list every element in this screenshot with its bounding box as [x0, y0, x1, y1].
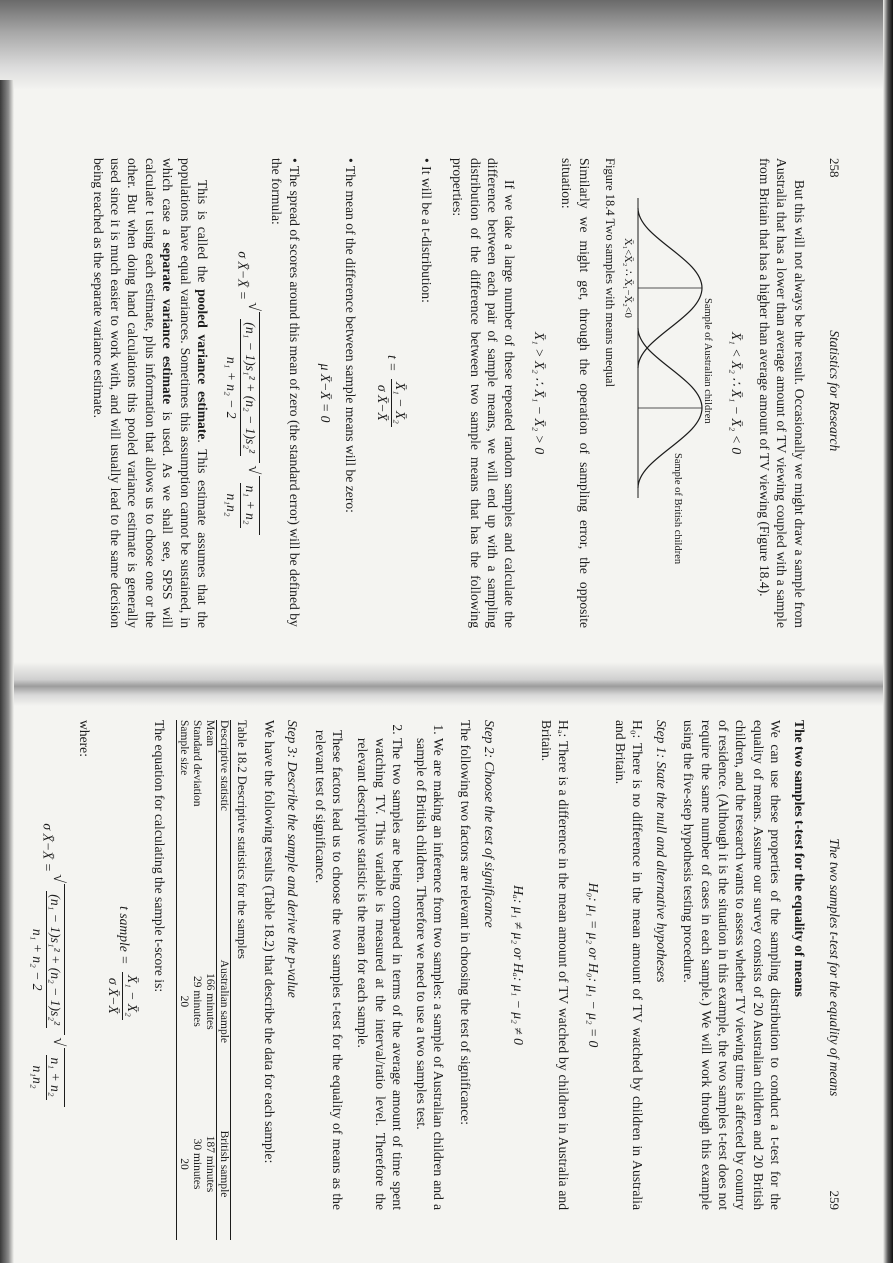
header-british-sample: British sample — [218, 1130, 231, 1198]
cell-british: 30 minutes — [191, 1138, 204, 1190]
t-sample-fraction — [105, 972, 141, 1020]
bullet-spread: • The spread of scores around this mean of zero (the standard error) will be defined by the formula: — [268, 158, 303, 628]
se-sqrt-259-1 — [29, 884, 66, 1035]
cell-british: 20 — [178, 1158, 191, 1170]
t-fraction — [374, 379, 410, 427]
header-descriptive-statistic: Descriptive statistic — [218, 720, 231, 812]
page-number: 258 — [827, 158, 842, 178]
bullet-mean-zero: • The mean of the difference between sample means will be zero: — [342, 158, 359, 628]
running-head-259 — [826, 720, 843, 1210]
separate-term: separate variance estimate — [160, 242, 176, 405]
factor-item-2: 2. The two samples are being compared in terms of the average amount of time spent watching TV. This variable is measured at the interval/ratio level. Therefore the relevant descriptive statistic is the mean for each sample. — [354, 738, 406, 1210]
pooled-text-c: is used. As we shall see, SPSS will calculate t using each estimate, plus information that allows us to choose one or the other. But when doing hand calculations this pooled variance estimate is generally used since it is much easier to work with, and will usually lead to the same decision being reached as the separate variance estimate. — [90, 158, 176, 628]
se-formula — [223, 158, 260, 628]
section-title: The two samples t-test for the equality of means — [791, 720, 807, 997]
pooled-text-a: This is called the — [195, 180, 211, 290]
t-sample-numerator: X̄₁ − X̄₂ — [122, 972, 140, 1020]
section-intro-paragraph: We can use these properties of the sampling distribution to conduct a t-test for the equality of means. Assume our survey consists of 20 Australian children and 20 British children, and the research wants to assess whether TV viewing time is affected by country of residence. (Although it is the situation in this example, the two samples t-test does not require the same number of cases in each sample.) We will work through this example using the five-step hypothesis testing procedure. — [681, 720, 784, 1210]
page-number-259: 259 — [827, 1190, 842, 1210]
factor-item-1: 1. We are making an inference from two samples: a sample of Australian children and a sample of British children. Therefore we need to use a two samples test. — [412, 738, 447, 1210]
cell-stat: Mean — [204, 720, 217, 747]
t-denominator: σ X̄−X̄ — [374, 384, 390, 421]
se-denominator: n₁ + n₂ − 2 — [224, 356, 240, 419]
bullet-t-distribution: • It will be a t-distribution: — [417, 158, 434, 628]
page-259 — [30, 712, 843, 1232]
se-sqrt-259-2 — [29, 1048, 66, 1107]
t-sample-denominator: σ X̄−X̄ — [106, 977, 122, 1014]
step-2-intro: The following two factors are relevant in choosing the test of significance: — [458, 720, 474, 1126]
scan-right-edge — [883, 0, 893, 1263]
table-caption: Table 18.2 Descriptive statistics for the samples — [235, 720, 250, 959]
step-1-heading: Step 1: State the null and alternative hypotheses — [653, 720, 669, 983]
equation-intro: The equation for calculating the sample t-score is: — [152, 720, 168, 993]
se-denominator-259: n₁ + n₂ − 2 — [30, 928, 45, 991]
cell-stat: Sample size — [178, 720, 191, 776]
mean-formula: μ X̄−X̄ = 0 — [318, 363, 334, 423]
step-2-heading: Step 2: Choose the test of significance — [481, 720, 497, 928]
step-3-heading: Step 3: Describe the sample and derive the p-value — [285, 720, 301, 998]
running-title: Statistics for Research — [827, 330, 842, 452]
table-row — [203, 720, 217, 1240]
se-sqrt-2 — [223, 476, 260, 535]
factors-conclusion: These factors lead us to choose the two samples t-test for the equality of means as the relevant test of significance. — [312, 730, 346, 1210]
se-lhs-259: σ X̄−X̄ = — [40, 823, 56, 872]
se-numerator: √ (n₁ − 1)s₁² + (n₂ − 1)s₂² — [240, 319, 258, 456]
se-formula-259 — [29, 720, 66, 1210]
descriptive-statistics-table — [176, 720, 231, 1240]
running-head — [826, 158, 843, 628]
book-gutter — [0, 662, 893, 706]
table-header-row — [217, 720, 231, 1240]
similarly-paragraph: Similarly we might get, through the operation of sampling error, the opposite situation: — [559, 158, 592, 628]
cell-stat: Standard deviation — [191, 720, 204, 807]
formula-means-opposite: X̄₁ > X̄₂ ∴ X̄₁ − X̄₂ > 0 — [531, 331, 547, 455]
t-numerator: X̄₁ − X̄₂ — [391, 379, 409, 427]
step-3-intro: We have the following results (Table 18.2) that describe the data for each sample: — [261, 720, 277, 1164]
table-row — [177, 720, 191, 1240]
t-sample-lhs: t sample = — [116, 906, 132, 965]
label-condition: X̄₁<X̄₂ ∴ X̄₁−X̄₂<0 — [621, 238, 633, 318]
figure-two-samples — [621, 198, 716, 628]
alt-hypothesis-text: Hₐ: There is a difference in the mean amount of TV watched by children in Australia and Britain. — [538, 720, 572, 1210]
se-fraction-1 — [223, 319, 259, 456]
cell-australian: 20 — [178, 995, 191, 1008]
t-sample-formula — [105, 720, 141, 1210]
se-fraction-259-1 — [29, 891, 65, 1028]
cell-australian: 166 minutes — [204, 973, 217, 1030]
running-title-259: The two samples t-test for the equality of means — [827, 838, 842, 1097]
se-sqrt-1 — [223, 312, 260, 463]
se-fraction-2 — [223, 483, 259, 528]
header-australian-sample: Australian sample — [218, 959, 231, 1044]
cell-british: 187 minutes — [204, 1135, 217, 1193]
null-hypothesis-text: H₀: There is no difference in the mean amount of TV watched by children in Australia and Britain. — [612, 720, 646, 1210]
page-258 — [33, 150, 843, 650]
where-label: where: — [76, 720, 92, 757]
se-denominator-2: n₁n₂ — [224, 493, 240, 517]
intro-paragraph: But this will not always be the result. Occasionally we might draw a sample from Australia that has a lower than average amount of TV viewing coupled with a sample from Britain that has a higher than average amount of TV viewing (Figure 18.4). — [756, 158, 807, 628]
cell-australian: 29 minutes — [191, 975, 204, 1027]
table-row — [190, 720, 203, 1240]
large-number-paragraph: If we take a large number of these repeated random samples and calculate the difference between each pair of sample means, we will end up with a sampling distribution of the difference between two sample means that has the following properties: — [450, 158, 518, 628]
se-denominator-259-2: n₁n₂ — [30, 1065, 45, 1089]
se-fraction-259-2 — [29, 1055, 65, 1100]
scan-shadow — [0, 0, 893, 90]
label-british-sample: Sample of British children — [671, 453, 683, 565]
se-numerator-2: √ n₁ + n₂ — [240, 483, 258, 528]
label-australian-sample: Sample of Australian children — [701, 298, 713, 424]
factors-list — [354, 720, 447, 1210]
pooled-term: pooled variance estimate — [195, 289, 211, 440]
se-numerator-259-2: √ n₁ + n₂ — [46, 1055, 64, 1100]
figure-caption: Figure 18.4 Two samples with means unequal — [602, 158, 617, 388]
se-lhs: σ X̄−X̄ = — [235, 251, 251, 300]
t-formula — [374, 158, 410, 628]
t-lhs: t = — [385, 355, 401, 372]
alt-hypothesis-formula: Hₐ: μ₁ ≠ μ₂ or Hₐ: μ₁ − μ₂ ≠ 0 — [511, 885, 527, 1045]
formula-means-unequal: X̄₁ < X̄₂ ∴ X̄₁ − X̄₂ < 0 — [729, 331, 745, 455]
scan-left-edge — [0, 80, 14, 1263]
pooled-paragraph — [89, 158, 211, 628]
se-numerator-259: √ (n₁ − 1)s₁² + (n₂ − 1)s₂² — [46, 891, 64, 1028]
pooled-text-b: . This estimate assumes that the populations have equal variances. Sometimes this assumption cannot be sustained, in which case a — [160, 158, 211, 628]
null-hypothesis-formula: H₀: μ₁ = μ₂ or H₀: μ₁ − μ₂ = 0 — [585, 882, 601, 1048]
